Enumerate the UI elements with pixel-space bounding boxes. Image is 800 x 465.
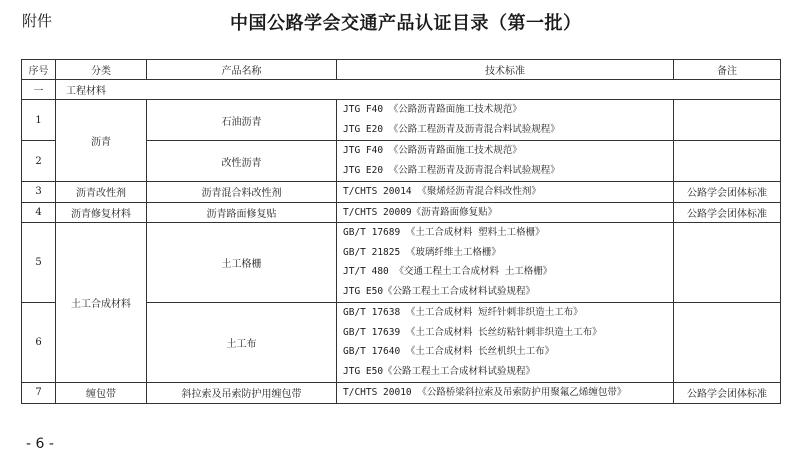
page-title: 中国公路学会交通产品认证目录（第一批） xyxy=(230,13,582,34)
note-cell: 公路学会团体标准 xyxy=(674,202,781,223)
standard-line: GB/T 21825 《玻璃纤维土工格栅》 xyxy=(343,246,501,258)
standard-cell xyxy=(337,383,674,404)
standard-line: T/CHTS 20010 《公路桥梁斜拉索及吊索防护用聚氟乙烯缠包带》 xyxy=(343,387,627,398)
standard-line: GB/T 17638 《土工合成材料 短纤针刺非织造土工布》 xyxy=(343,307,583,318)
product-name: 石油沥青 xyxy=(147,100,337,141)
table-row xyxy=(22,182,781,203)
column-header-product: 产品名称 xyxy=(147,60,337,80)
category-cell: 沥青改性剂 xyxy=(56,182,147,203)
table-header-row xyxy=(22,60,781,80)
note-cell xyxy=(674,303,781,383)
column-header-category: 分类 xyxy=(56,60,147,80)
standard-line: JTG E50《公路工程土工合成材料试验规程》 xyxy=(343,365,536,377)
note-cell xyxy=(674,223,781,303)
attachment-label: 附件 xyxy=(22,12,53,30)
table-row xyxy=(22,202,781,223)
note-cell: 公路学会团体标准 xyxy=(674,182,781,203)
note-cell: 公路学会团体标准 xyxy=(674,383,781,404)
product-name: 斜拉索及吊索防护用缠包带 xyxy=(147,383,337,404)
column-header-no: 序号 xyxy=(22,60,56,80)
product-name: 沥青混合料改性剂 xyxy=(147,182,337,203)
standard-cell xyxy=(337,182,674,203)
standard-line: T/CHTS 20014 《聚烯烃沥青混合料改性剂》 xyxy=(343,186,541,197)
standard-cell xyxy=(337,202,674,223)
row-no: 4 xyxy=(22,202,56,223)
standard-cell xyxy=(337,223,674,303)
row-no: 5 xyxy=(22,223,56,303)
row-no: 1 xyxy=(22,100,56,141)
note-cell xyxy=(674,141,781,182)
product-name: 改性沥青 xyxy=(147,141,337,182)
standard-line: GB/T 17689 《土工合成材料 塑料土工格栅》 xyxy=(343,227,545,238)
page-number: - 6 - xyxy=(26,436,54,452)
table-row xyxy=(22,383,781,404)
standard-line: JTG E50《公路工程土工合成材料试验规程》 xyxy=(343,285,536,297)
product-catalog-table xyxy=(21,59,781,404)
standard-cell xyxy=(337,100,674,141)
category-cell: 缠包带 xyxy=(56,383,147,404)
row-no: 6 xyxy=(22,303,56,383)
section-label: 工程材料 xyxy=(56,80,781,100)
product-name: 土工格栅 xyxy=(147,223,337,303)
column-header-standard: 技术标准 xyxy=(337,60,674,80)
section-row xyxy=(22,80,781,100)
standard-line: JTG F40 《公路沥青路面施工技术规范》 xyxy=(343,145,522,156)
standard-line: JT/T 480 《交通工程土工合成材料 土工格栅》 xyxy=(343,266,553,277)
standard-line: JTG E20 《公路工程沥青及沥青混合料试验规程》 xyxy=(343,123,560,135)
product-name: 土工布 xyxy=(147,303,337,383)
row-no: 7 xyxy=(22,383,56,404)
category-cell: 土工合成材料 xyxy=(56,223,147,383)
standard-line: GB/T 17640 《土工合成材料 长丝机织土工布》 xyxy=(343,346,555,357)
standard-cell xyxy=(337,141,674,182)
table-row xyxy=(22,100,781,141)
row-no: 2 xyxy=(22,141,56,182)
product-name: 沥青路面修复贴 xyxy=(147,202,337,223)
standard-cell xyxy=(337,303,674,383)
note-cell xyxy=(674,100,781,141)
column-header-note: 备注 xyxy=(674,60,781,80)
standard-line: JTG F40 《公路沥青路面施工技术规范》 xyxy=(343,104,522,115)
standard-line: T/CHTS 20009《沥青路面修复贴》 xyxy=(343,206,498,218)
row-no: 3 xyxy=(22,182,56,203)
table-row xyxy=(22,223,781,303)
standard-line: GB/T 17639 《土工合成材料 长丝纺粘针刺非织造土工布》 xyxy=(343,326,602,338)
section-index: 一 xyxy=(22,80,56,100)
category-cell: 沥青修复材料 xyxy=(56,202,147,223)
category-cell: 沥青 xyxy=(56,100,147,182)
standard-line: JTG E20 《公路工程沥青及沥青混合料试验规程》 xyxy=(343,164,560,176)
